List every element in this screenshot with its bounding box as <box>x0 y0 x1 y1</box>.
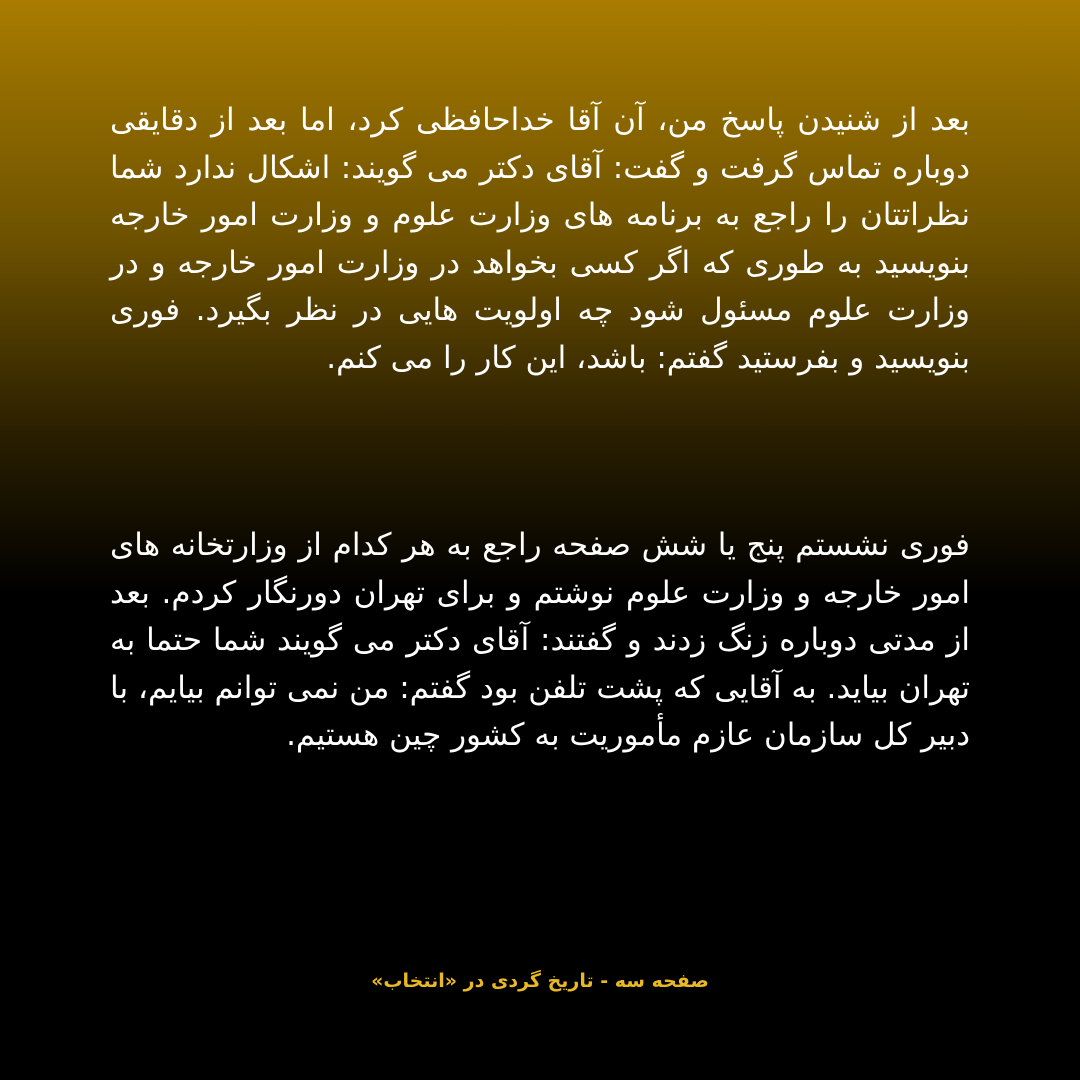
paragraph-1: بعد از شنیدن پاسخ من، آن آقا خداحافظی کرد، اما بعد از دقایقی دوباره تماس گرفت و گفت: آقای دکتر می گویند: اشکال ندارد شما نظراتتان را راجع به برنامه های وزارت علوم و وزارت امور خارجه بنویسید به طوری که اگر کسی بخواهد در وزارت امور خارجه و در وزارت علوم مسئول شود چه اولویت هایی در نظر بگیرد. فوری بنویسید و بفرستید گفتم: باشد، این کار را می کنم. <box>110 102 970 376</box>
page-footer: صفحه سه - تاریخ گردی در «انتخاب» <box>371 970 709 992</box>
paragraph-2: فوری نشستم پنج یا شش صفحه راجع به هر کدام از وزارتخانه های امور خارجه و وزارت علوم نوشتم و برای تهران دورنگار کردم. بعد از مدتی دوباره زنگ زدند و گفتند: آقای دکتر می گویند شما حتما به تهران بیاید. به آقایی که پشت تلفن بود گفتم: من نمی توانم بیایم، با دبیر کل سازمان عازم مأموریت به کشور چین هستیم. <box>110 527 970 754</box>
